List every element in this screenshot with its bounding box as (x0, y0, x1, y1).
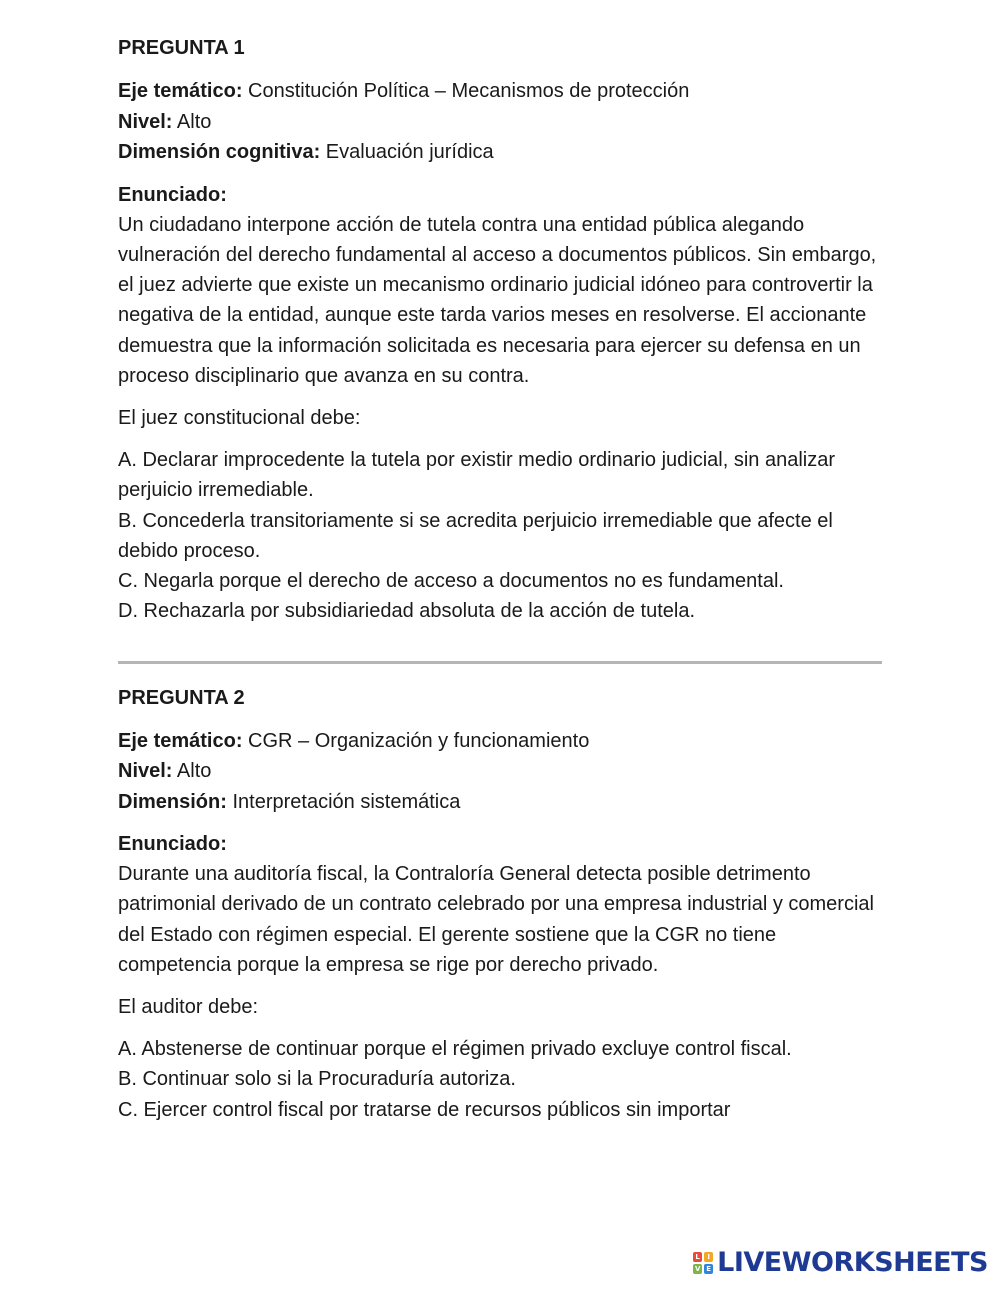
meta-label: Nivel: (118, 110, 173, 133)
section-divider (118, 661, 882, 664)
option-d[interactable]: D. Rechazarla por subsidiariedad absoluta de la acción de tutela. (118, 600, 696, 623)
worksheet-page (118, 34, 882, 1125)
statement-text: Un ciudadano interpone acción de tutela contra una entidad pública alegando vulneración del derecho fundamental al acceso a documentos públicos. Sin embargo, el juez advierte que existe un mecanismo ordinario judicial idóneo para controvertir la negativa de la entidad, aunque este tarda varios meses en resolverse. El accionante demuestra que la información solicitada es necesaria para ejercer su defensa en un proceso disciplinario que avanza en su contra. (118, 213, 877, 387)
logo-grid-cell: L (693, 1252, 702, 1262)
meta-label: Nivel: (118, 760, 173, 782)
meta-dimension (118, 137, 882, 168)
meta-label: Eje temático: (118, 80, 243, 102)
option-b[interactable]: B. Concederla transitoriamente si se acredita perjuicio irremediable que afecte el debido proceso. (118, 509, 833, 562)
meta-label: Dimensión cognitiva: (118, 141, 321, 163)
question-prompt: El auditor debe: (118, 996, 259, 1019)
meta-axis (118, 76, 882, 107)
meta-value: Evaluación jurídica (320, 141, 494, 163)
meta-level (118, 107, 882, 138)
meta-axis (118, 726, 882, 757)
meta-label: Dimensión: (118, 790, 227, 813)
logo-text: LIVEWORKSHEETS (717, 1247, 988, 1278)
liveworksheets-logo (693, 1247, 988, 1278)
meta-value: CGR – Organización y funcionamiento (242, 729, 590, 752)
logo-grid-cell: I (704, 1252, 713, 1262)
statement-label: Enunciado: (118, 183, 227, 206)
question-title: PREGUNTA 1 (118, 37, 245, 59)
meta-level (118, 756, 882, 787)
meta-value: Alto (172, 760, 212, 782)
question-meta (118, 726, 882, 818)
option-a[interactable]: A. Abstenerse de continuar porque el régimen privado excluye control fiscal. (118, 1038, 792, 1061)
statement-text: Durante una auditoría fiscal, la Contraloría General detecta posible detrimento patrimonial derivado de un contrato celebrado por una empresa industrial y comercial del Estado con régimen especial. El gerente sostiene que la CGR no tiene competencia porque la empresa se rige por derecho privado. (118, 863, 874, 976)
question-1 (118, 34, 882, 627)
question-title: PREGUNTA 2 (118, 686, 245, 709)
question-2 (118, 684, 882, 1125)
meta-value: Alto (172, 110, 212, 133)
meta-dimension (118, 787, 882, 818)
logo-grid-icon (693, 1252, 713, 1274)
statement-label: Enunciado: (118, 833, 227, 855)
answer-options (118, 1034, 882, 1125)
question-prompt: El juez constitucional debe: (118, 407, 361, 430)
question-meta (118, 76, 882, 168)
option-a[interactable]: A. Declarar improcedente la tutela por existir medio ordinario judicial, sin analizar perjuicio irremediable. (118, 449, 836, 502)
option-b[interactable]: B. Continuar solo si la Procuraduría autoriza. (118, 1068, 516, 1091)
logo-grid-cell: E (704, 1264, 713, 1274)
option-c[interactable]: C. Negarla porque el derecho de acceso a documentos no es fundamental. (118, 570, 784, 593)
answer-options (118, 445, 882, 626)
meta-value: Constitución Política – Mecanismos de protección (242, 80, 690, 102)
option-c[interactable]: C. Ejercer control fiscal por tratarse de recursos públicos sin importar (118, 1098, 731, 1121)
meta-label: Eje temático: (118, 729, 243, 752)
logo-grid-cell: V (694, 1264, 701, 1273)
meta-value: Interpretación sistemática (226, 790, 461, 813)
